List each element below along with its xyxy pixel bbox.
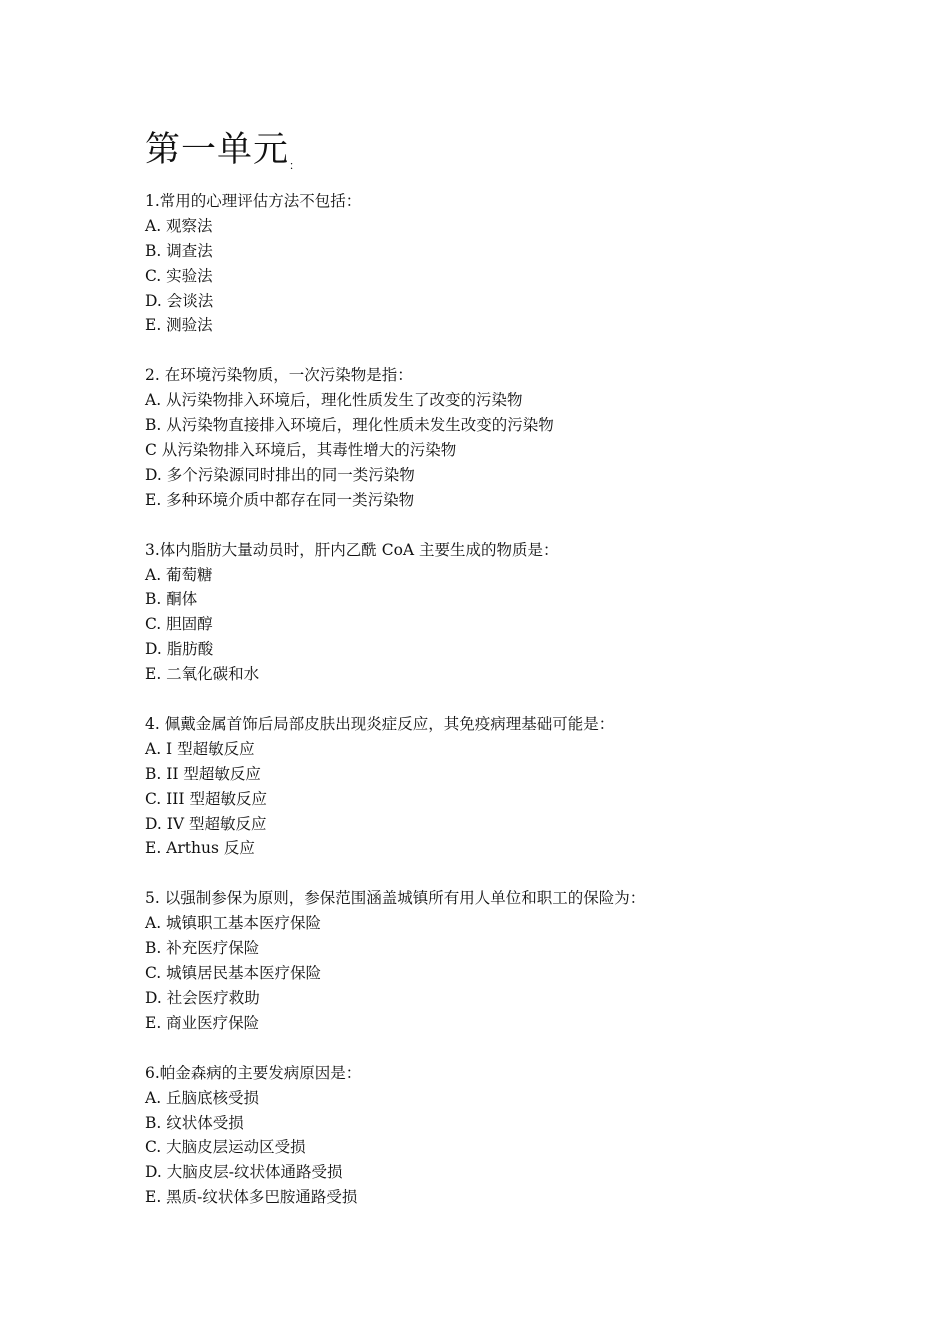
question-5 [145,886,905,1035]
option-d: D. 社会医疗救助 [145,988,260,1007]
question-stem: 3.体内脂肪大量动员时，肝内乙酰 CoA 主要生成的物质是： [145,540,559,559]
option-a: A. 葡萄糖 [145,565,213,584]
option-b: B. II 型超敏反应 [145,764,261,783]
option-d: D. 脂肪酸 [145,640,214,659]
question-stem: 5. 以强制参保为原则，参保范围涵盖城镇所有用人单位和职工的保险为： [145,889,646,908]
question-2 [145,363,905,512]
option-e: E. 多种环境介质中都存在同一类污染物 [145,490,415,509]
option-b: B. 酮体 [145,590,198,609]
option-e: E. 二氧化碳和水 [145,665,260,684]
option-a: A. 观察法 [145,216,213,235]
option-a: A. 城镇职工基本医疗保险 [145,914,322,933]
question-stem: 2. 在环境污染物质，一次污染物是指： [145,366,413,385]
option-a: A. 从污染物排入环境后，理化性质发生了改变的污染物 [145,391,523,410]
option-c: C. 实验法 [145,266,213,285]
section-title-block [145,126,300,176]
option-e: E. Arthus 反应 [145,839,255,858]
option-a: A. 丘脑底核受损 [145,1088,260,1107]
option-c: C 从污染物排入环境后，其毒性增大的污染物 [145,441,457,460]
option-e: E. 测验法 [145,316,213,335]
option-d: D. 多个污染源同时排出的同一类污染物 [145,465,415,484]
option-d: D. 会谈法 [145,291,214,310]
option-e: E. 黑质-纹状体多巴胺通路受损 [145,1188,358,1207]
option-d: D. IV 型超敏反应 [145,814,267,833]
question-1 [145,189,905,338]
option-c: C. III 型超敏反应 [145,789,267,808]
option-c: C. 胆固醇 [145,615,213,634]
question-stem: 4. 佩戴金属首饰后局部皮肤出现炎症反应，其免疫病理基础可能是： [145,715,615,734]
question-4 [145,712,905,861]
question-list [145,189,905,1235]
question-stem: 6.帕金森病的主要发病原因是： [145,1063,362,1082]
question-6 [145,1061,905,1210]
section-title: 第一单元 [145,130,290,170]
option-b: B. 补充医疗保险 [145,939,260,958]
option-a: A. I 型超敏反应 [145,739,255,758]
question-stem: 1.常用的心理评估方法不包括： [145,192,362,210]
option-c: C. 大脑皮层运动区受损 [145,1138,306,1157]
option-c: C. 城镇居民基本医疗保险 [145,964,322,983]
option-e: E. 商业医疗保险 [145,1013,260,1032]
title-colon-mark: ： [289,159,300,172]
option-b: B. 调查法 [145,241,213,260]
option-b: B. 从污染物直接排入环境后，理化性质未发生改变的污染物 [145,416,554,435]
question-3 [145,538,905,687]
option-b: B. 纹状体受损 [145,1113,244,1132]
option-d: D. 大脑皮层-纹状体通路受损 [145,1163,343,1182]
